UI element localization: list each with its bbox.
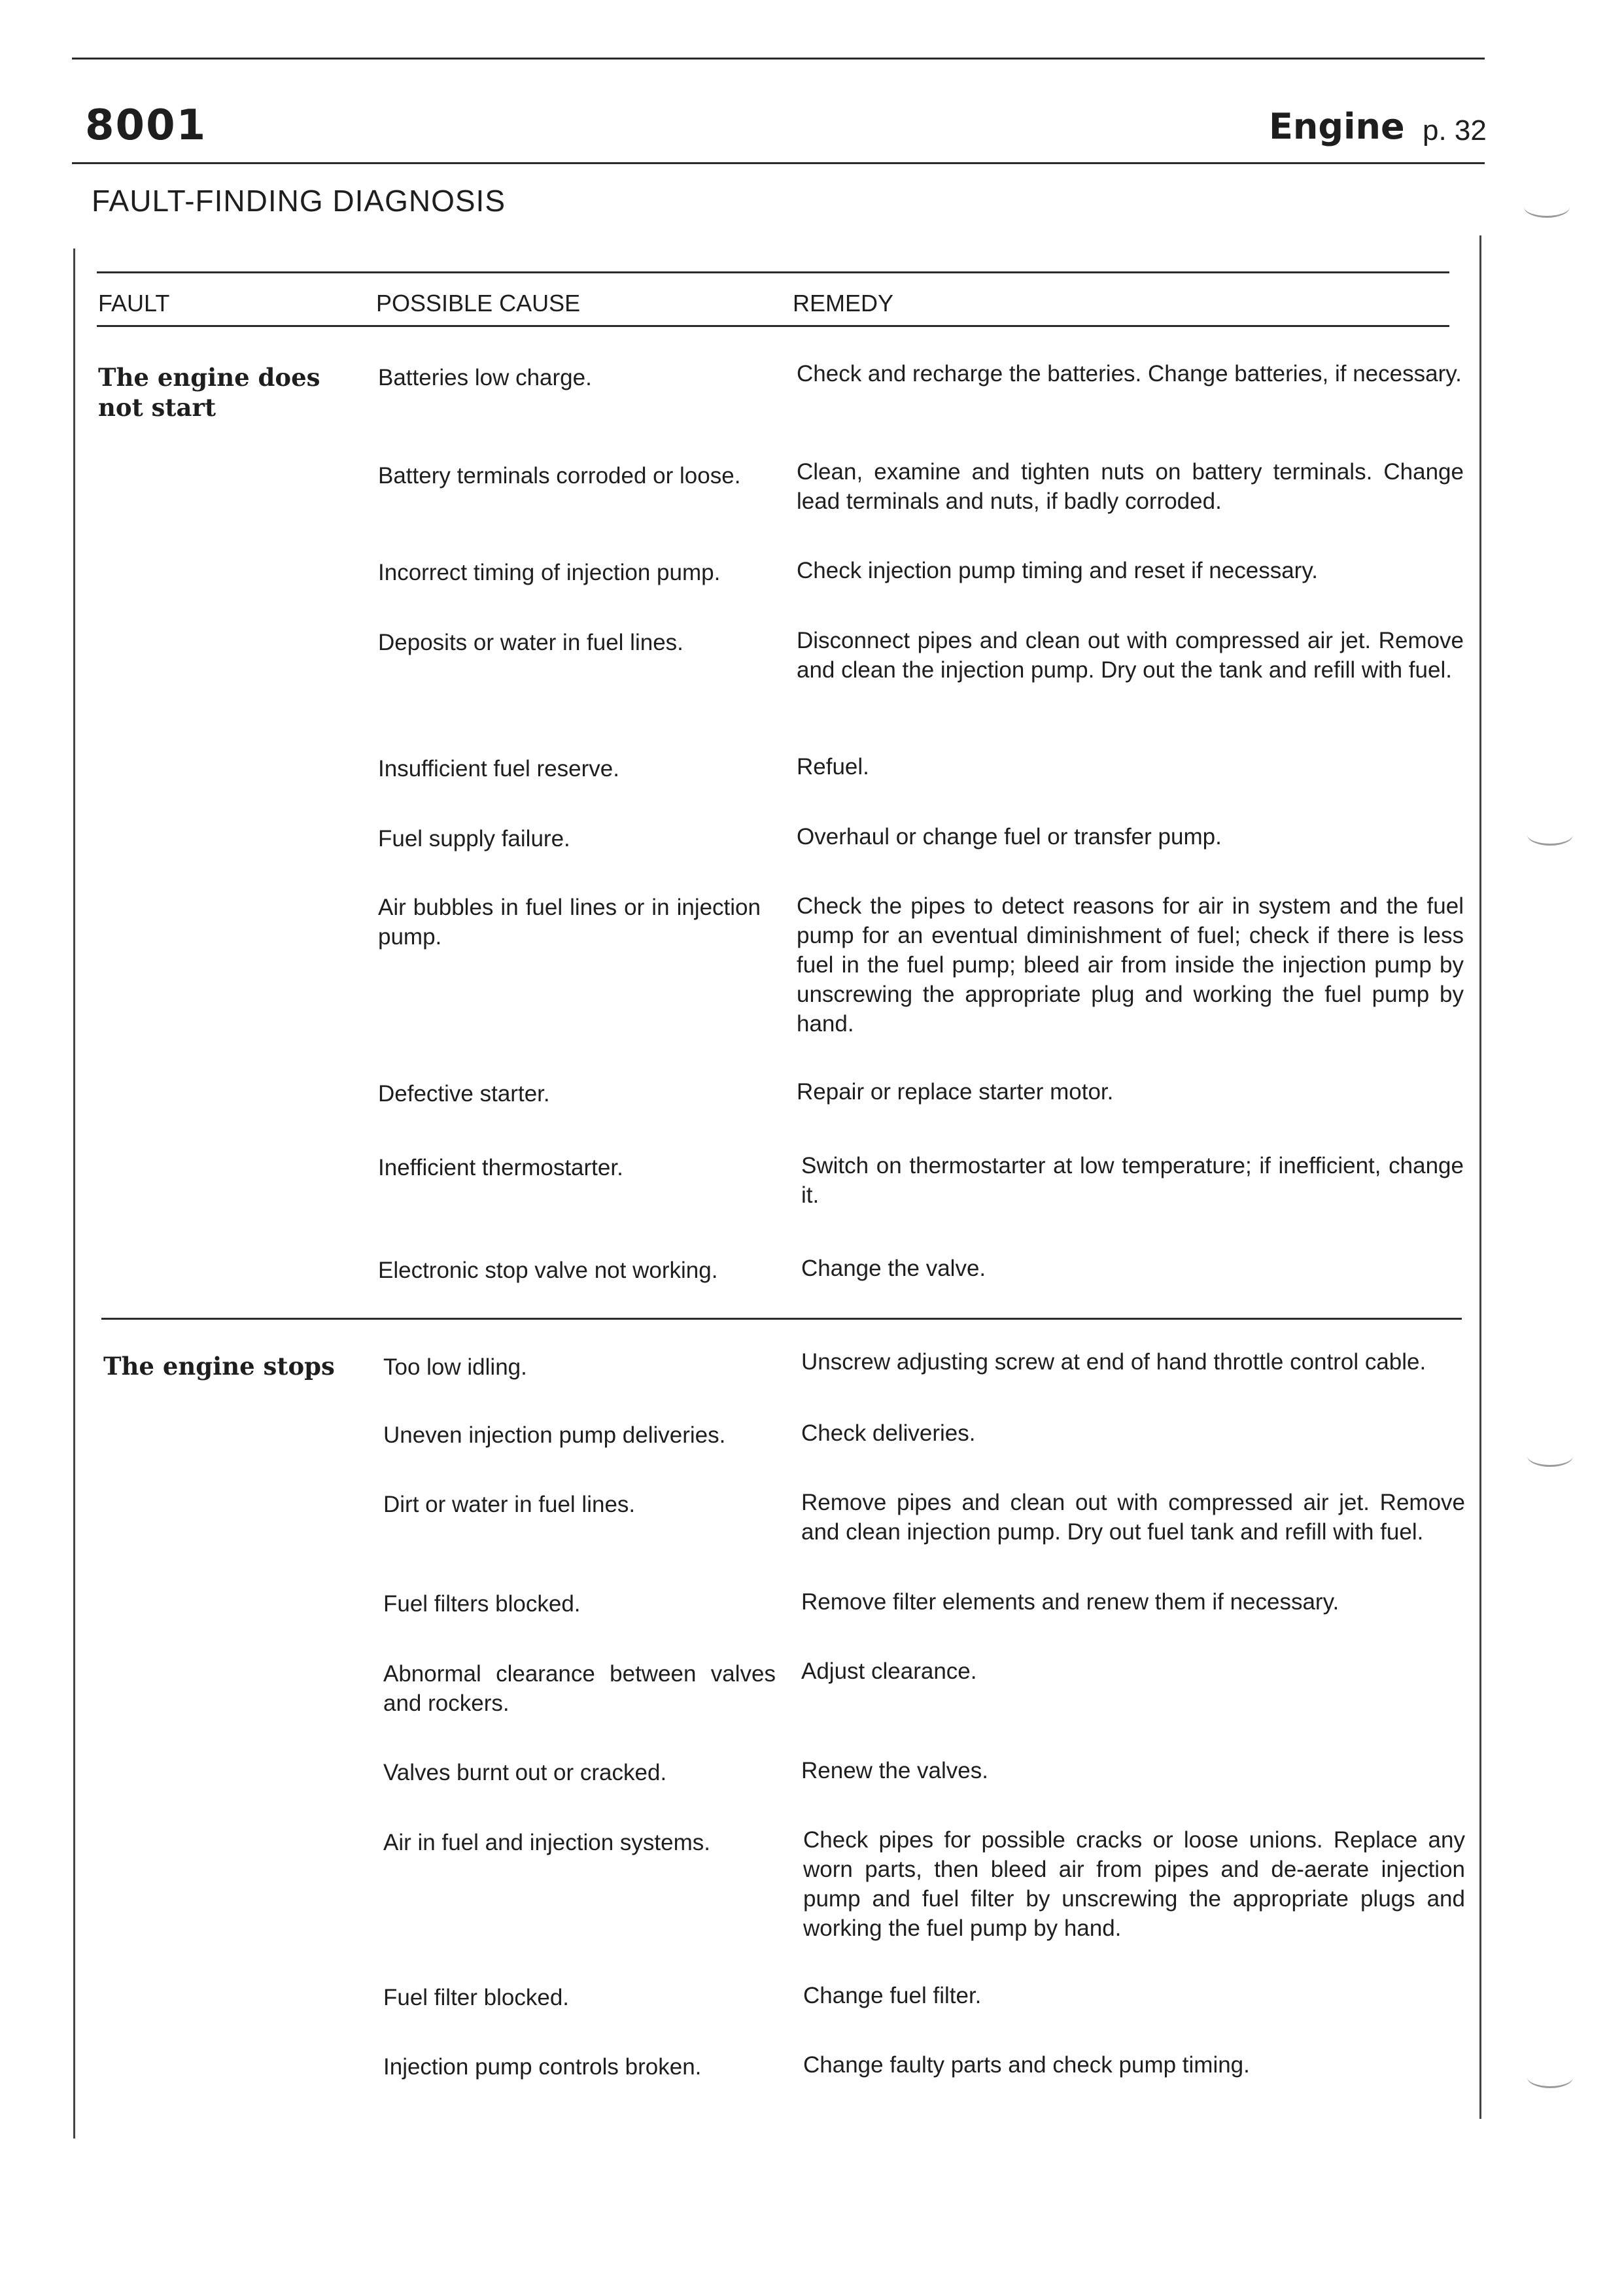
cause-text: Battery terminals corroded or loose. (378, 463, 741, 489)
left-margin-line (73, 249, 75, 2139)
binder-hole-mark (1527, 824, 1573, 846)
cause-text: Abnormal clearance between valves and rockers. (383, 1661, 776, 1716)
cause-text: Insufficient fuel reserve. (378, 756, 619, 782)
top-rule (72, 58, 1485, 60)
cause-text: Air bubbles in fuel lines or in injection pump. (378, 895, 761, 950)
cause-text: Uneven injection pump deliveries. (383, 1422, 726, 1448)
remedy-text: Change faulty parts and check pump timing. (803, 2052, 1250, 2078)
remedy-text: Change the valve. (801, 1256, 986, 1281)
remedy-text: Renew the valves. (801, 1758, 988, 1783)
document-title: FAULT-FINDING DIAGNOSIS (92, 184, 506, 218)
remedy-text: Check deliveries. (801, 1420, 976, 1446)
cause-text: Electronic stop valve not working. (378, 1258, 718, 1283)
cause-text: Valves burnt out or cracked. (383, 1760, 667, 1785)
cause-text: Defective starter. (378, 1081, 550, 1107)
binder-hole-mark (1527, 2067, 1573, 2088)
right-margin-line (1479, 235, 1481, 2119)
column-header-cause: POSSIBLE CAUSE (376, 290, 581, 317)
remedy-text: Remove filter elements and renew them if necessary. (801, 1589, 1339, 1615)
remedy-text: Repair or replace starter motor. (797, 1079, 1114, 1105)
table-header-rule (97, 325, 1449, 327)
remedy-text: Adjust clearance. (801, 1658, 977, 1684)
cause-text: Dirt or water in fuel lines. (383, 1492, 636, 1517)
cause-text: Injection pump controls broken. (383, 2054, 702, 2080)
cause-text: Too low idling. (383, 1354, 527, 1380)
remedy-text: Check injection pump timing and reset if necessary. (797, 558, 1318, 583)
remedy-text: Disconnect pipes and clean out with compressed air jet. Remove and clean the injection pump. Dry out the tank and refill with fuel. (797, 628, 1464, 683)
table-top-rule (97, 271, 1449, 273)
cause-text: Fuel filters blocked. (383, 1591, 581, 1617)
page-number: p. 32 (1423, 114, 1487, 146)
binder-hole-mark (1527, 1445, 1573, 1467)
remedy-text: Clean, examine and tighten nuts on battery terminals. Change lead terminals and nuts, if badly corroded. (797, 459, 1464, 514)
header-rule (72, 162, 1485, 164)
remedy-text: Change fuel filter. (803, 1983, 982, 2008)
model-number: 8001 (85, 101, 207, 150)
remedy-text: Overhaul or change fuel or transfer pump. (797, 824, 1222, 850)
cause-text: Batteries low charge. (378, 365, 592, 390)
column-header-fault: FAULT (98, 290, 170, 317)
section-title: Engine (1269, 106, 1405, 147)
remedy-text: Unscrew adjusting screw at end of hand throttle control cable. (801, 1349, 1426, 1375)
fault-label: The engine stops (103, 1352, 335, 1381)
remedy-text: Check the pipes to detect reasons for air in system and the fuel pump for an eventual diminishment of fuel; check if there is less fuel in the fuel pump; bleed air from inside the injection pump by unscrewing the appropriate plug and working the fuel pump by hand. (797, 893, 1464, 1037)
binder-hole-mark (1524, 196, 1570, 218)
remedy-text: Refuel. (797, 754, 869, 780)
cause-text: Air in fuel and injection systems. (383, 1830, 710, 1855)
remedy-text: Check and recharge the batteries. Change batteries, if necessary. (797, 361, 1462, 387)
cause-text: Inefficient thermostarter. (378, 1155, 623, 1180)
cause-text: Fuel filter blocked. (383, 1985, 570, 2010)
column-header-remedy: REMEDY (793, 290, 894, 317)
cause-text: Fuel supply failure. (378, 826, 570, 851)
remedy-text: Switch on thermostarter at low temperature; if inefficient, change it. (801, 1153, 1464, 1208)
remedy-text: Remove pipes and clean out with compressed air jet. Remove and clean injection pump. Dry out fuel tank and refill with fuel. (801, 1490, 1465, 1545)
group-divider (101, 1318, 1462, 1320)
remedy-text: Check pipes for possible cracks or loose unions. Replace any worn parts, then bleed air from pipes and de-aerate injection pump and fuel filter by unscrewing the appropriate plugs and working the fuel pump by hand. (803, 1827, 1465, 1941)
cause-text: Deposits or water in fuel lines. (378, 630, 683, 655)
fault-label: The engine does not start (98, 363, 320, 422)
cause-text: Incorrect timing of injection pump. (378, 560, 721, 585)
